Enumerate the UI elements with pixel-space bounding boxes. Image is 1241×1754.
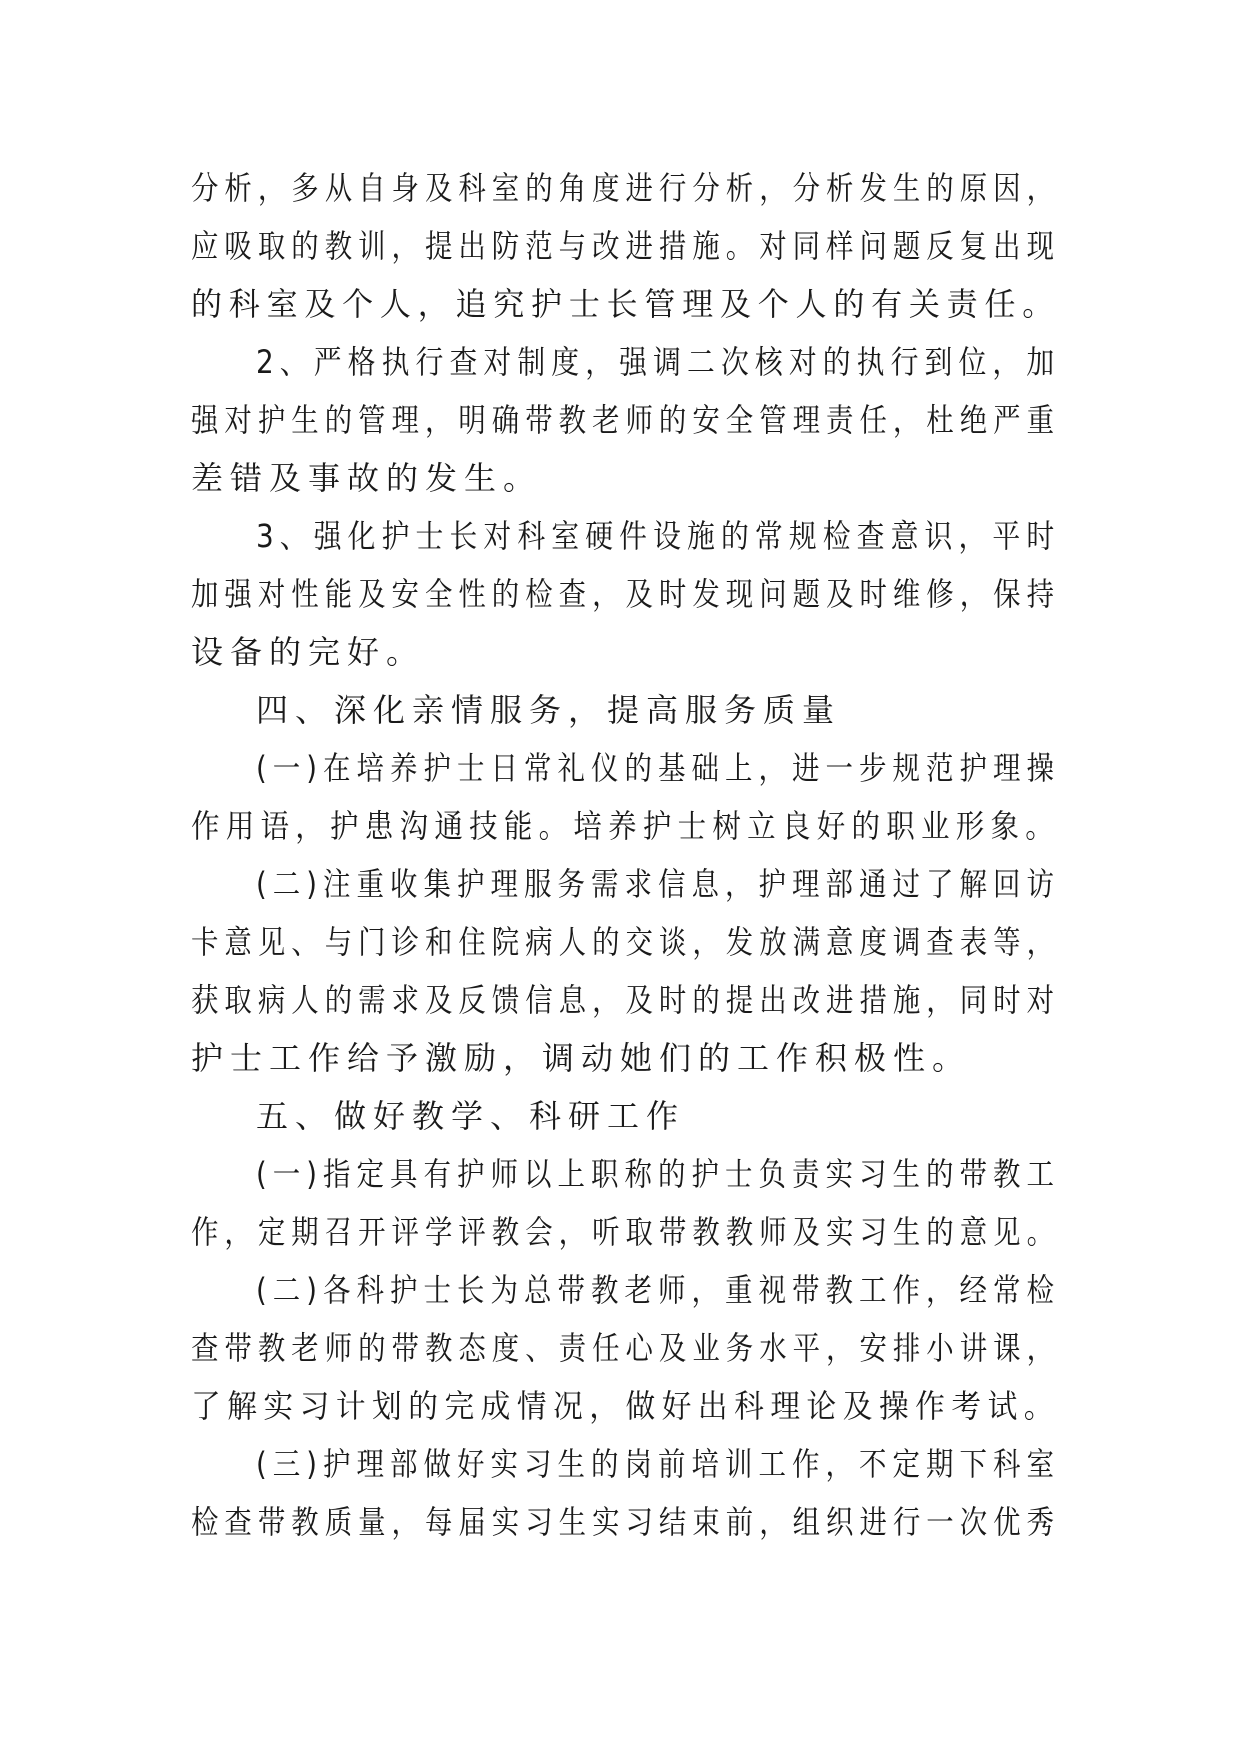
text-line: 分析，多从自身及科室的角度进行分析，分析发生的原因， (191, 169, 1061, 207)
text-line: 设备的完好。 (191, 633, 426, 671)
text-line: 差错及事故的发生。 (191, 459, 543, 497)
text-line: 获取病人的需求及反馈信息，及时的提出改进措施，同时对 (191, 981, 1061, 1019)
text-line: 3、强化护士长对科室硬件设施的常规检查意识，平时 (256, 517, 1061, 555)
text-line: (一)指定具有护师以上职称的护士负责实习生的带教工 (256, 1155, 1061, 1193)
text-line: 的科室及个人，追究护士长管理及个人的有关责任。 (191, 285, 1061, 323)
text-line: 作，定期召开评学评教会，听取带教教师及实习生的意见。 (191, 1213, 1061, 1251)
text-line: 作用语，护患沟通技能。培养护士树立良好的职业形象。 (191, 807, 1061, 845)
text-line: 2、严格执行查对制度，强调二次核对的执行到位，加 (256, 343, 1061, 381)
section-heading: 五、做好教学、科研工作 (256, 1097, 686, 1135)
text-line: 护士工作给予激励，调动她们的工作积极性。 (191, 1039, 972, 1077)
text-line: (三)护理部做好实习生的岗前培训工作，不定期下科室 (256, 1445, 1061, 1483)
text-line: 检查带教质量，每届实习生实习结束前，组织进行一次优秀 (191, 1503, 1061, 1541)
text-line: 应吸取的教训，提出防范与改进措施。对同样问题反复出现 (191, 227, 1061, 265)
text-line: (二)注重收集护理服务需求信息，护理部通过了解回访 (256, 865, 1061, 903)
text-line: 了解实习计划的完成情况，做好出科理论及操作考试。 (191, 1387, 1060, 1425)
text-line: 加强对性能及安全性的检查，及时发现问题及时维修，保持 (191, 575, 1061, 613)
section-heading: 四、深化亲情服务，提高服务质量 (256, 691, 842, 729)
text-line: 查带教老师的带教态度、责任心及业务水平，安排小讲课， (191, 1329, 1061, 1367)
text-line: (二)各科护士长为总带教老师，重视带教工作，经常检 (256, 1271, 1061, 1309)
text-line: 卡意见、与门诊和住院病人的交谈，发放满意度调查表等， (191, 923, 1061, 961)
text-line: 强对护生的管理，明确带教老师的安全管理责任，杜绝严重 (191, 401, 1061, 439)
text-line: (一)在培养护士日常礼仪的基础上，进一步规范护理操 (256, 749, 1061, 787)
